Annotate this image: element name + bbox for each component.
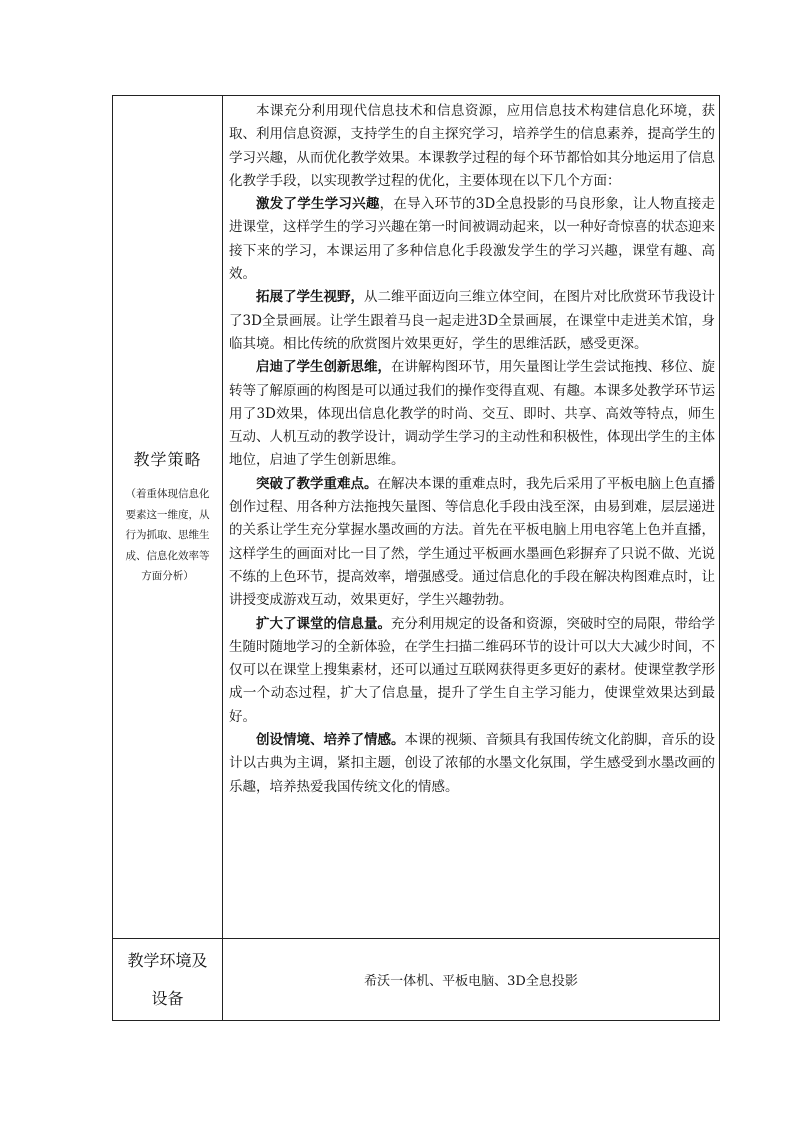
section-heading: 突破了教学重难点。: [256, 475, 378, 492]
strategy-section: [229, 613, 715, 729]
strategy-intro: 本课充分利用现代信息技术和信息资源，应用信息技术构建信息化环境，获取、利用信息资源，支持学生的自主探究学习，培养学生的信息素养，提高学生的学习兴趣，从而优化教学效果。本课教学过程的每个环节都恰如其分地运用了信息化教学手段，以实现教学过程的优化，主要体现在以下几个方面：: [229, 103, 715, 189]
environment-label-cell: [113, 939, 222, 1020]
strategy-label-cell: [113, 96, 222, 938]
section-body: 在解决本课的重难点时，我先后采用了平板电脑上色直播创作过程、用各种方法拖拽矢量图、等信息化手段由浅至深，由易到难，层层递进的关系让学生充分掌握水墨改画的方法。首先在平板电脑上用电容笔上色并直播，这样学生的画面对比一目了然，学生通过平板画水墨画色彩摒弃了只说不做、光说不练的上色环节，提高效率，增强感受。通过信息化的手段在解决构图难点时，让讲授变成游戏互动，效果更好，学生兴趣勃勃。: [229, 475, 715, 609]
strategy-section: [229, 356, 715, 472]
section-body: 充分利用规定的设备和资源，突破时空的局限，带给学生随时随地学习的全新体验，在学生扫描二维码环节的设计可以大大减少时间，不仅可以在课堂上搜集素材，还可以通过互联网获得更多更好的素材。使课堂教学形成一个动态过程，扩大了信息量，提升了学生自主学习能力，使课堂效果达到最好。: [229, 615, 715, 725]
section-body: 从二维平面迈向三维立体空间，在图片对比欣赏环节我设计了3D全景画展。让学生跟着马良一起走进3D全景画展，在课堂中走进美术馆，身临其境。相比传统的欣赏图片效果更好，学生的思维活跃，感受更深。: [229, 289, 715, 352]
strategy-table: [112, 95, 720, 1021]
strategy-label: 教学策略: [133, 450, 202, 470]
strategy-section: [229, 729, 715, 799]
section-body: 在讲解构图环节，用矢量图让学生尝试拖拽、移位、旋转等了解原画的构图是可以通过我们的操作变得直观、有趣。本课多处教学环节运用了3D效果，体现出信息化教学的时尚、交互、即时、共享、高效等特点，师生互动、人机互动的教学设计，调动学生学习的主动性和积极性，体现出学生的主体地位，启迪了学生创新思维。: [229, 359, 715, 469]
environment-content-cell: [223, 939, 719, 1020]
section-body: ，在导入环节的3D全息投影的马良形象，让人物直接走进课堂，这样学生的学习兴趣在第一时间被调动起来，以一种好奇惊喜的状态迎来接下来的学习，本课运用了多种信息化手段激发学生的学习兴趣，课堂有趣、高效。: [229, 196, 715, 283]
strategy-content-cell: [229, 100, 715, 799]
strategy-section: [229, 286, 715, 356]
strategy-note: （着重体现信息化要素这一维度，从行为抓取、思维生成、信息化效率等方面分析）: [125, 488, 210, 583]
section-heading: 激发了学生学习兴趣: [256, 196, 380, 213]
environment-label-line1: 教学环境及: [127, 950, 208, 970]
section-heading: 拓展了学生视野，: [256, 289, 364, 306]
section-body: 本课的视频、音频具有我国传统文化韵脚，音乐的设计以古典为主调，紧扣主题，创设了浓郁的水墨文化氛围，学生感受到水墨改画的乐趣，培养热爱我国传统文化的情感。: [229, 732, 715, 795]
column-divider: [222, 96, 223, 1020]
section-heading: 启迪了学生创新思维，: [256, 359, 391, 376]
section-heading: 创设情境、培养了情感。: [256, 732, 405, 749]
environment-label-line2: 设备: [151, 988, 184, 1008]
strategy-section: [229, 193, 715, 286]
environment-content: 希沃一体机、平板电脑、3D全息投影: [364, 974, 578, 989]
strategy-section: [229, 473, 715, 613]
section-heading: 扩大了课堂的信息量。: [256, 615, 391, 632]
